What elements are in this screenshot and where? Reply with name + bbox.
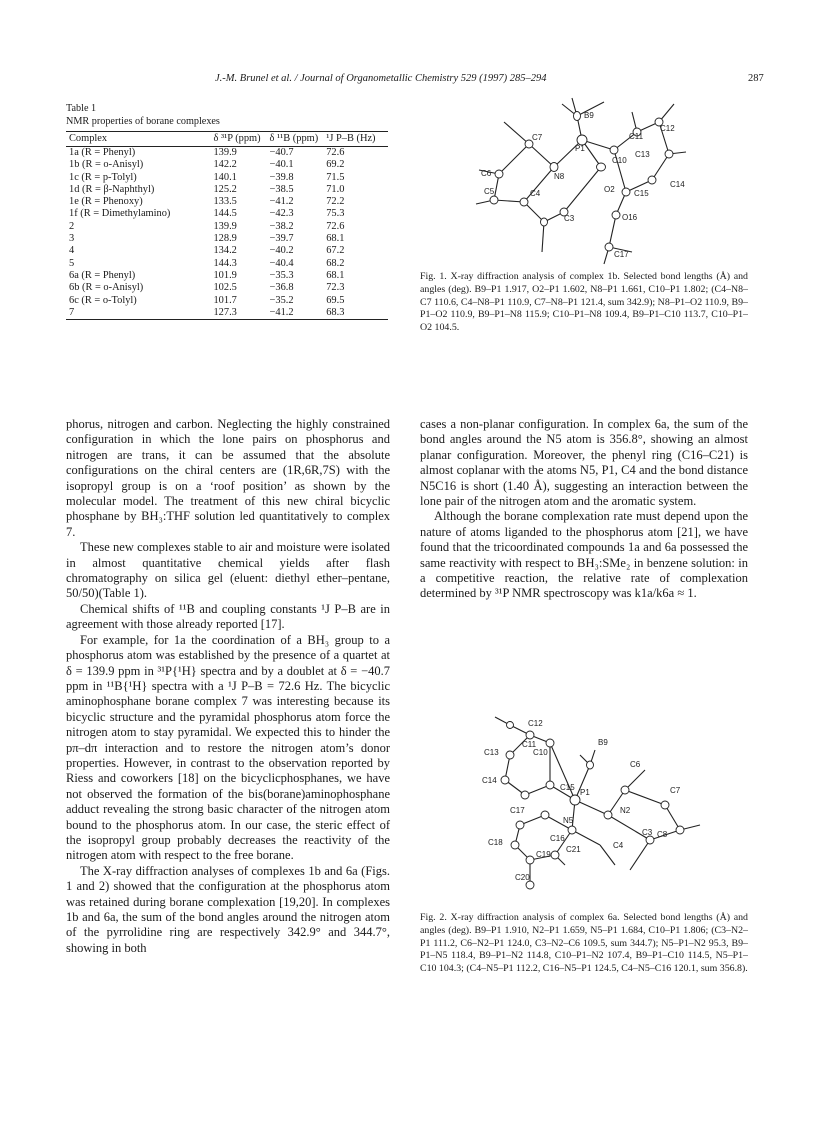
- value-cell: 139.9: [213, 147, 237, 158]
- complex-cell: 4: [69, 245, 75, 257]
- complex-cell: 1f (R = Dimethylamino): [69, 208, 171, 220]
- value-cell: −38.2: [269, 220, 294, 232]
- value-cell: 68.2: [326, 257, 345, 269]
- complex-cell: 5: [69, 257, 75, 269]
- value-cell: 142.2: [213, 159, 237, 171]
- atom-label: C10: [612, 156, 627, 165]
- atom-label: C17: [510, 806, 525, 815]
- value-cell: −38.5: [269, 183, 294, 195]
- complex-cell: 1b (R = o-Anisyl): [69, 159, 144, 171]
- table-row: [66, 184, 388, 196]
- value-cell: 101.9: [213, 269, 237, 281]
- value-cell: 134.2: [213, 245, 237, 257]
- figure-2-structure: [470, 695, 720, 905]
- atom-label: B9: [598, 738, 608, 747]
- atom-label: C11: [522, 740, 537, 749]
- complex-cell: 7: [66, 307, 213, 320]
- table-row: [66, 172, 388, 184]
- value-cell: −35.3: [269, 269, 294, 281]
- atom-label: C14: [670, 180, 685, 189]
- value-cell: −35.2: [269, 294, 294, 306]
- value-cell: 101.7: [213, 294, 237, 306]
- atom-label: C18: [488, 838, 503, 847]
- running-header: J.-M. Brunel et al. / Journal of Organometallic Chemistry 529 (1997) 285–294: [215, 73, 547, 84]
- table-row: [66, 245, 388, 257]
- paragraph: Chemical shifts of ¹¹B and coupling constants ¹J P–B are in agreement with those already reported [17].: [66, 601, 390, 632]
- value-cell: −40.2: [269, 245, 294, 257]
- table-row: [66, 282, 388, 294]
- atom-label: C10: [533, 748, 548, 757]
- complex-cell: 1a (R = Phenyl): [69, 147, 136, 158]
- atom-label: N2: [620, 806, 631, 815]
- col-header: δ ³¹P (ppm): [213, 132, 269, 147]
- atom-label: C17: [614, 250, 629, 259]
- atoms-fig1: [490, 112, 673, 252]
- paragraph: Although the borane complexation rate must depend upon the nature of atoms liganded to the phosphorus atom [21], we have found that the tricoordinated compounds 1a and 6a possessed the same reactivity with respect to BH₃:SMe₂ in benzene solution: in a competitive reaction, the relative rate of complexation determined by ³¹P NMR spectroscopy was k1a/k6a ≈ 1.: [420, 509, 748, 601]
- atom-label: C12: [528, 719, 543, 728]
- text-column-left: [66, 417, 390, 956]
- value-cell: −40.1: [269, 159, 294, 171]
- text-column-right: [420, 417, 748, 602]
- value-cell: −41.2: [270, 307, 327, 320]
- value-cell: −42.3: [269, 208, 294, 220]
- atom-label: O16: [622, 213, 638, 222]
- atom-label: C4: [530, 189, 541, 198]
- atom-label: C11: [629, 132, 644, 141]
- atom-label: C15: [634, 189, 649, 198]
- value-cell: 133.5: [213, 196, 237, 208]
- paragraph: phorus, nitrogen and carbon. Neglecting the highly constrained configuration in which the lone pairs on phosphorus and nitrogen are trans, it can be assumed that the absolute configurations on the chiral centers are (1R,6R,7S) with the isopropyl group is on a ‘roof position’ as shown by the molecular model. The treatment of this new chiral bicyclic phosphane by BH₃:THF solution led quantitatively to complex 7.: [66, 417, 390, 539]
- paragraph: For example, for 1a the coordination of a BH₃ group to a phosphorus atom was established by the presence of a quartet at δ = 139.9 ppm in ³¹P{¹H} spectra and by a doublet at δ = −40.7 ppm in ¹¹B{¹H} spectra with a ¹J P–B = 72.6 Hz. The bicyclic aminophosphane borane complex 7 was interesting because its bicyclic structure and the pyramidal phosphorus atom force the nitrogen atom to stay pyramidal. We expected this to hinder the pπ–dπ interaction and to restore the nitrogen atom’s donor properties. However, in contrast to the observation reported by Riess and coworkers [18] on the bicyclicphosphanes, we have not observed the formation of the bis(borane)aminophosphane adduct revealing the strong basic character of the nitrogen atom bound to the phosphorus atom. In our case, the steric effect of the isopropyl group probably decreases the reactivity of the nitrogen atom with respect to the free borane.: [66, 632, 390, 863]
- atom-label: C21: [566, 845, 581, 854]
- complex-cell: 1d (R = β-Naphthyl): [69, 183, 155, 195]
- value-cell: 75.3: [326, 208, 345, 220]
- complex-cell: 6c (R = o-Tolyl): [69, 294, 137, 306]
- table-row: [66, 307, 388, 320]
- atom-label: P1: [575, 144, 585, 153]
- atom-label: C4: [613, 841, 624, 850]
- value-cell: −41.2: [269, 196, 294, 208]
- atom-label: C14: [482, 776, 497, 785]
- atom-label: N8: [554, 172, 565, 181]
- table-label: Table 1: [66, 103, 97, 114]
- atom-label: O2: [604, 185, 615, 194]
- paragraph: The X-ray diffraction analyses of complexes 1b and 6a (Figs. 1 and 2) showed that the configuration at the phosphorus atom was retained during borane complexation [19,20]. In complexes 1b and 6a, the sum of the bond angles around the nitrogen atom of the pyrrolidine ring are respectively 342.9° and 344.7°, showing in both: [66, 863, 390, 955]
- value-cell: 69.5: [326, 294, 345, 306]
- value-cell: −39.8: [269, 171, 294, 183]
- atom-label: C13: [484, 748, 499, 757]
- atom-label: C20: [515, 873, 530, 882]
- atom-label: C7: [670, 786, 681, 795]
- table-row: [66, 258, 388, 270]
- atom-label: C6: [481, 169, 492, 178]
- value-cell: −40.4: [269, 257, 294, 269]
- atom-label: C15: [560, 783, 575, 792]
- table-header-row: [66, 132, 388, 147]
- value-cell: 71.0: [326, 183, 345, 195]
- atom-label: C12: [660, 124, 675, 133]
- paragraph: These new complexes stable to air and moisture were isolated in almost quantitative chemical yields after flash chromatography on silica gel (eluent: diethyl ether–pentane, 50/50)(Table 1).: [66, 540, 390, 601]
- complex-cell: 1e (R = Phenoxy): [69, 196, 143, 208]
- atom-label: C3: [642, 828, 653, 837]
- atom-label: C5: [484, 187, 495, 196]
- table-row: [66, 233, 388, 245]
- value-cell: 128.9: [213, 233, 237, 245]
- figure-1-caption: Fig. 1. X-ray diffraction analysis of complex 1b. Selected bond lengths (Å) and angles (deg). B9–P1 1.917, O2–P1 1.602, N8–P1 1.661, C10–P1 1.802; (C4–N8–C7 110.6, C4–N8–P1 110.9, C7–N8–P1 121.4, sum 342.9); N8–P1–O2 110.9, B9–P1–O2 110.9, B9–P1–N8 115.9; C10–P1–N8 109.4, B9–P1–C10 113.7, C10–P1–O2 104.5.: [420, 271, 748, 334]
- col-header: δ ¹¹B (ppm): [270, 132, 327, 147]
- complex-cell: 6b (R = o-Anisyl): [69, 282, 144, 294]
- value-cell: 68.1: [326, 233, 345, 245]
- value-cell: 140.1: [213, 171, 237, 183]
- atom-label: C19: [536, 850, 551, 859]
- table-row: [66, 295, 388, 307]
- value-cell: 72.3: [326, 282, 345, 294]
- atom-label: C3: [564, 214, 575, 223]
- page-number: 287: [748, 73, 764, 84]
- table-caption: NMR properties of borane complexes: [66, 116, 220, 127]
- value-cell: 69.2: [326, 159, 345, 171]
- value-cell: 144.3: [213, 257, 237, 269]
- atom-label: B9: [584, 111, 594, 120]
- table-row: [66, 196, 388, 208]
- col-header: Complex: [66, 132, 213, 147]
- value-cell: −36.8: [269, 282, 294, 294]
- value-cell: 72.2: [326, 196, 345, 208]
- value-cell: −40.7: [269, 147, 294, 158]
- table-row: [66, 159, 388, 171]
- figure-2-caption: Fig. 2. X-ray diffraction analysis of complex 6a. Selected bond lengths (Å) and angles (deg). B9–P1 1.910, N2–P1 1.659, N5–P1 1.684, C10–P1 1.806; (C3–N2–P1 111.2, C6–N2–P1 124.0, C3–N2–C6 109.5, sum 344.7); N5–P1–N2 95.3, B9–P1–N5 118.4, B9–P1–N2 114.8, C10–P1–N2 107.4, B9–P1–C10 114.5, N5–P1–C10 104.3; (C4–N5–P1 112.2, C16–N5–P1 124.5, C4–N5–C16 120.1, sum 356.8).: [420, 912, 748, 975]
- paragraph: cases a non-planar configuration. In complex 6a, the sum of the bond angles around the N5 atom is 356.8°, showing an almost planar configuration. Moreover, the phenyl ring (C16–C21) is almost coplanar with the atoms N5, P1, C4 and the bond distance N5C16 is short (1.40 Å), suggesting an interaction between the lone pair of the nitrogen atom and the aromatic system.: [420, 417, 748, 509]
- table-row: [66, 221, 388, 233]
- atom-label: C7: [532, 133, 543, 142]
- figure-1-structure: [464, 92, 694, 270]
- atom-label: C16: [550, 834, 565, 843]
- value-cell: 68.1: [326, 269, 345, 281]
- col-header: ¹J P–B (Hz): [326, 132, 388, 147]
- atom-labels-fig1: [481, 111, 685, 259]
- complex-cell: 1c (R = p-Tolyl): [69, 171, 137, 183]
- value-cell: 139.9: [213, 220, 237, 232]
- value-cell: 72.6: [326, 147, 345, 158]
- atom-label: P1: [580, 788, 590, 797]
- value-cell: 125.2: [213, 183, 237, 195]
- atom-labels-fig2: [482, 719, 681, 882]
- value-cell: 144.5: [213, 208, 237, 220]
- value-cell: 102.5: [213, 282, 237, 294]
- table-row: [66, 208, 388, 220]
- value-cell: 71.5: [326, 171, 345, 183]
- value-cell: 72.6: [326, 220, 345, 232]
- table-row: [66, 270, 388, 282]
- nmr-table: [66, 131, 388, 320]
- value-cell: 127.3: [213, 307, 269, 320]
- value-cell: 68.3: [326, 307, 388, 320]
- atom-label: C6: [630, 760, 641, 769]
- atom-label: N5: [563, 816, 574, 825]
- value-cell: 67.2: [326, 245, 345, 257]
- complex-cell: 6a (R = Phenyl): [69, 269, 136, 281]
- complex-cell: 2: [69, 220, 75, 232]
- value-cell: −39.7: [269, 233, 294, 245]
- atom-label: C8: [657, 830, 668, 839]
- complex-cell: 3: [69, 233, 75, 245]
- table-row: [66, 147, 388, 160]
- atom-label: C13: [635, 150, 650, 159]
